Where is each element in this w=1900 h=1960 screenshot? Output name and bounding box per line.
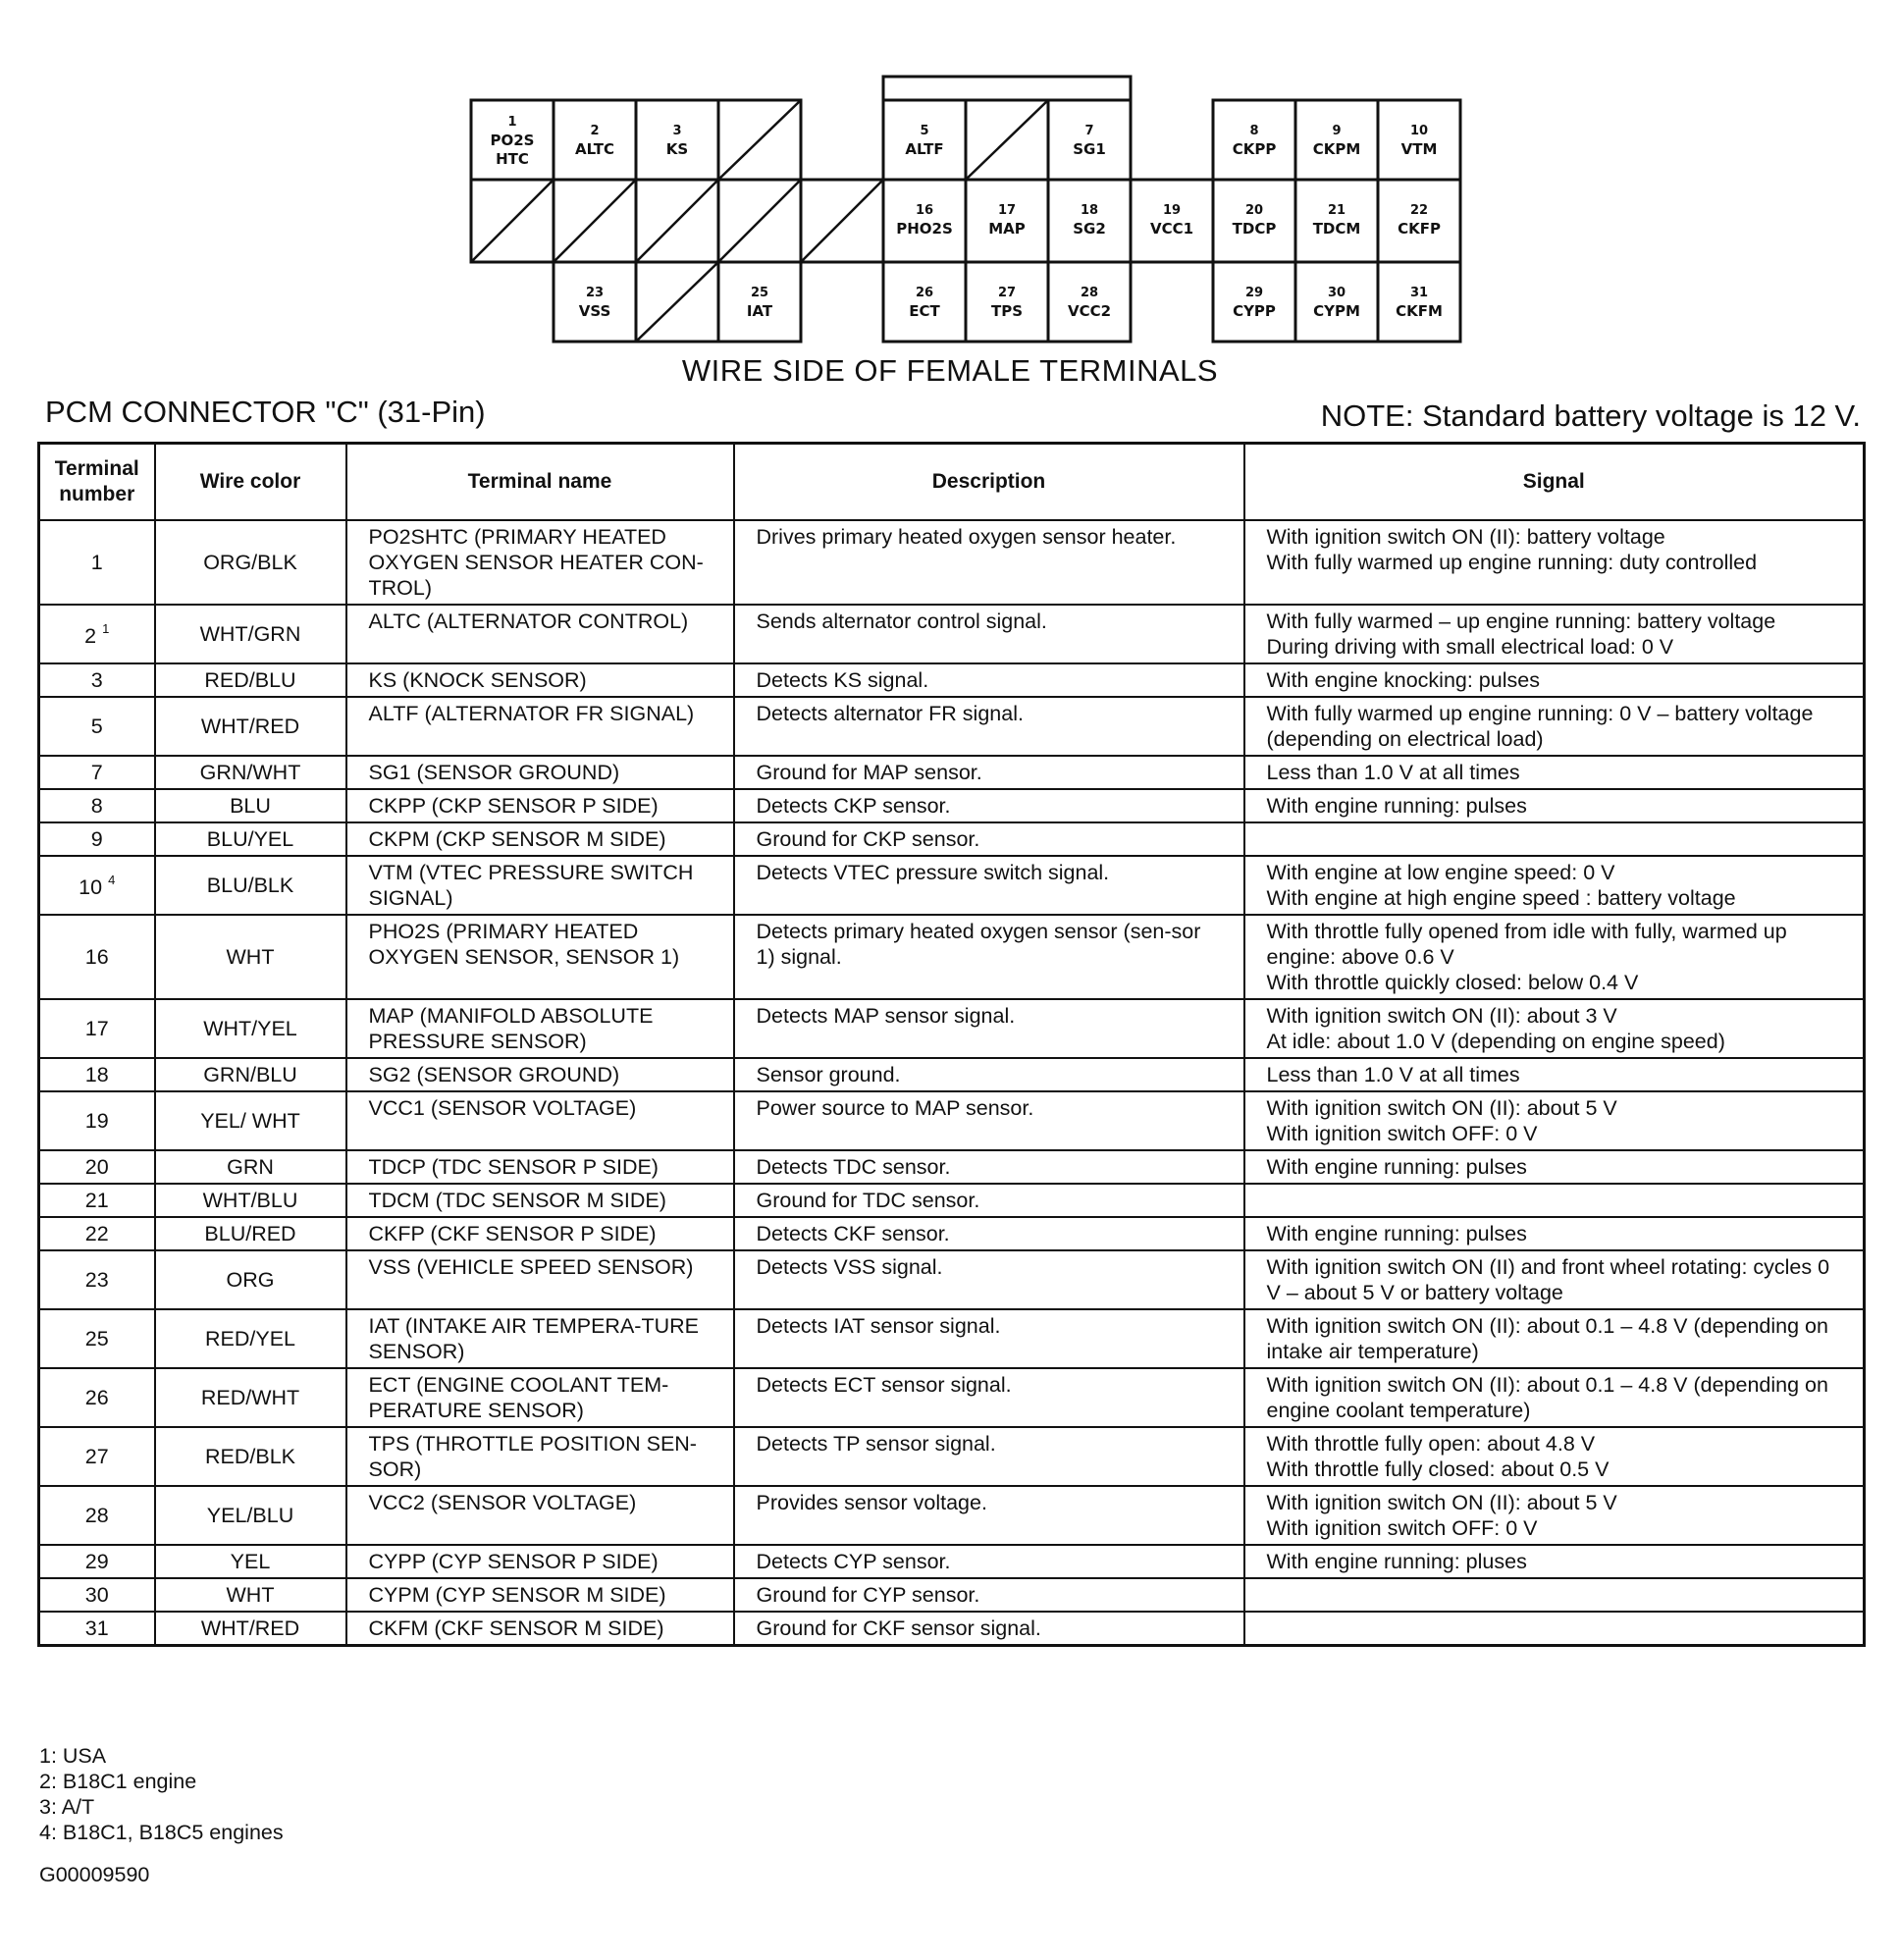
wire-color-cell: ORG/BLK [155,520,346,605]
description-cell: Detects MAP sensor signal. [734,999,1244,1058]
table-row [39,999,1865,1058]
table-header-row [39,444,1865,521]
terminal-number-cell: 29 [39,1545,155,1578]
terminal-name-cell: VCC1 (SENSOR VOLTAGE) [346,1091,734,1150]
description-cell: Ground for CKP sensor. [734,822,1244,856]
terminal-name-cell: IAT (INTAKE AIR TEMPERA-TURE SENSOR) [346,1309,734,1368]
table-row [39,1427,1865,1486]
terminal-name-cell: VSS (VEHICLE SPEED SENSOR) [346,1250,734,1309]
table-row [39,856,1865,915]
terminal-number-cell: 7 [39,756,155,789]
pin-25: 25 IAT [746,286,773,320]
connector-diagram [461,71,1482,345]
pin-3: 3 KS [665,124,689,158]
table-row [39,1217,1865,1250]
terminal-name-cell: ALTF (ALTERNATOR FR SIGNAL) [346,697,734,756]
description-cell: Sensor ground. [734,1058,1244,1091]
terminal-name-cell: CYPM (CYP SENSOR M SIDE) [346,1578,734,1612]
terminal-number-cell: 26 [39,1368,155,1427]
footnote: 1: USA [39,1744,107,1768]
wire-color-cell: BLU/RED [155,1217,346,1250]
wire-color-cell: BLU [155,789,346,822]
table-row [39,1545,1865,1578]
terminal-name-cell: TDCP (TDC SENSOR P SIDE) [346,1150,734,1184]
pin-20: 20 TDCP [1232,203,1277,238]
description-cell: Detects CYP sensor. [734,1545,1244,1578]
wire-color-cell: GRN/WHT [155,756,346,789]
wire-color-cell: BLU/YEL [155,822,346,856]
terminal-name-cell: MAP (MANIFOLD ABSOLUTE PRESSURE SENSOR) [346,999,734,1058]
description-cell: Sends alternator control signal. [734,605,1244,663]
signal-cell [1244,1578,1865,1612]
terminal-name-cell: CYPP (CYP SENSOR P SIDE) [346,1545,734,1578]
wire-color-cell: WHT/RED [155,697,346,756]
signal-cell: With ignition switch ON (II): about 5 V With ignition switch OFF: 0 V [1244,1486,1865,1545]
signal-cell: With engine running: pulses [1244,1217,1865,1250]
terminal-number-cell: 25 [39,1309,155,1368]
signal-cell: With ignition switch ON (II): about 3 V At idle: about 1.0 V (depending on engine speed) [1244,999,1865,1058]
pin-21: 21 TDCM [1312,203,1361,238]
table-row [39,822,1865,856]
terminal-name-cell: TDCM (TDC SENSOR M SIDE) [346,1184,734,1217]
wire-color-cell: RED/WHT [155,1368,346,1427]
wire-color-cell: BLU/BLK [155,856,346,915]
wire-color-cell: YEL [155,1545,346,1578]
wire-color-cell: RED/BLK [155,1427,346,1486]
terminal-name-cell: VCC2 (SENSOR VOLTAGE) [346,1486,734,1545]
table-row [39,605,1865,663]
terminal-number-cell: 10 $^4$ [39,856,155,915]
terminal-number-cell: 16 [39,915,155,999]
terminal-name-cell: ALTC (ALTERNATOR CONTROL) [346,605,734,663]
description-cell: Detects CKP sensor. [734,789,1244,822]
description-cell: Detects ECT sensor signal. [734,1368,1244,1427]
description-cell: Detects TP sensor signal. [734,1427,1244,1486]
description-cell: Detects VTEC pressure switch signal. [734,856,1244,915]
pin-27: 27 TPS [990,286,1024,320]
terminal-number-cell: 5 [39,697,155,756]
table-row [39,1486,1865,1545]
signal-cell: With engine at low engine speed: 0 V With engine at high engine speed : battery voltage [1244,856,1865,915]
pin-18: 18 SG2 [1073,203,1106,238]
signal-cell: With engine running: pulses [1244,1150,1865,1184]
wire-color-cell: ORG [155,1250,346,1309]
terminal-number-cell: 22 [39,1217,155,1250]
wire-color-cell: GRN/BLU [155,1058,346,1091]
terminal-number-cell: 23 [39,1250,155,1309]
pin-17: 17 MAP [988,203,1026,238]
signal-cell: With engine running: pulses [1244,789,1865,822]
wire-color-cell: RED/BLU [155,663,346,697]
signal-cell: With ignition switch ON (II): about 5 V With ignition switch OFF: 0 V [1244,1091,1865,1150]
table-row [39,1578,1865,1612]
terminal-number-cell: 3 [39,663,155,697]
footnote: 2: B18C1 engine [39,1770,197,1793]
wire-color-cell: YEL/ WHT [155,1091,346,1150]
pin-8: 8 CKPP [1232,124,1277,158]
voltage-note: NOTE: Standard battery voltage is 12 V. [1320,398,1861,433]
terminal-table [37,442,1866,1647]
table-row [39,520,1865,605]
table-row [39,1184,1865,1217]
wire-color-cell: WHT/YEL [155,999,346,1058]
signal-cell [1244,822,1865,856]
description-cell: Detects IAT sensor signal. [734,1309,1244,1368]
terminal-number-cell: 8 [39,789,155,822]
table-row [39,1612,1865,1646]
terminal-number-cell: 9 [39,822,155,856]
header-wire-color: Wire color [155,444,346,521]
terminal-number-cell: 2 $^1$ [39,605,155,663]
signal-cell: With throttle fully opened from idle with fully, warmed up engine: above 0.6 V With throttle quickly closed: below 0.4 V [1244,915,1865,999]
figure-id: G00009590 [39,1863,150,1886]
signal-cell [1244,1184,1865,1217]
pin-9: 9 CKPM [1312,124,1361,158]
description-cell: Detects KS signal. [734,663,1244,697]
terminal-name-cell: SG2 (SENSOR GROUND) [346,1058,734,1091]
pin-19: 19 VCC1 [1149,203,1194,238]
signal-cell: With ignition switch ON (II): about 0.1 – 4.8 V (depending on intake air temperature) [1244,1309,1865,1368]
description-cell: Ground for TDC sensor. [734,1184,1244,1217]
signal-cell: With ignition switch ON (II): about 0.1 – 4.8 V (depending on engine coolant temperature) [1244,1368,1865,1427]
terminal-name-cell: CKFM (CKF SENSOR M SIDE) [346,1612,734,1646]
page-title: PCM CONNECTOR "C" (31-Pin) [45,395,486,429]
table-row [39,1368,1865,1427]
description-cell: Detects TDC sensor. [734,1150,1244,1184]
signal-cell: With fully warmed up engine running: 0 V – battery voltage (depending on electrical load) [1244,697,1865,756]
terminal-name-cell: CKPM (CKP SENSOR M SIDE) [346,822,734,856]
pin-30: 30 CYPM [1313,286,1360,320]
pin-10: 10 VTM [1400,124,1438,158]
pin-2: 2 ALTC [575,124,614,158]
description-cell: Drives primary heated oxygen sensor heater. [734,520,1244,605]
terminal-name-cell: ECT (ENGINE COOLANT TEM-PERATURE SENSOR) [346,1368,734,1427]
table-row [39,1058,1865,1091]
description-cell: Ground for CKF sensor signal. [734,1612,1244,1646]
description-cell: Power source to MAP sensor. [734,1091,1244,1150]
pin-1: 1 PO2S HTC [490,114,535,168]
pin-29: 29 CYPP [1233,286,1276,320]
pin-23: 23 VSS [578,286,611,320]
header-description: Description [734,444,1244,521]
terminal-name-cell: PHO2S (PRIMARY HEATED OXYGEN SENSOR, SENSOR 1) [346,915,734,999]
signal-cell: With ignition switch ON (II) and front wheel rotating: cycles 0 V – about 5 V or battery voltage [1244,1250,1865,1309]
table-row [39,663,1865,697]
pin-31: 31 CKFM [1396,286,1443,320]
terminal-number-cell: 18 [39,1058,155,1091]
table-row [39,1250,1865,1309]
terminal-number-cell: 27 [39,1427,155,1486]
terminal-name-cell: CKFP (CKF SENSOR P SIDE) [346,1217,734,1250]
terminal-number-cell: 21 [39,1184,155,1217]
signal-cell [1244,1612,1865,1646]
table-row [39,1150,1865,1184]
terminal-number-cell: 20 [39,1150,155,1184]
signal-cell: Less than 1.0 V at all times [1244,756,1865,789]
description-cell: Ground for CYP sensor. [734,1578,1244,1612]
table-row [39,1091,1865,1150]
description-cell: Detects alternator FR signal. [734,697,1244,756]
wire-color-cell: WHT [155,1578,346,1612]
header-terminal-name: Terminal name [346,444,734,521]
wire-color-cell: RED/YEL [155,1309,346,1368]
signal-cell: With throttle fully open: about 4.8 V With throttle fully closed: about 0.5 V [1244,1427,1865,1486]
pin-28: 28 VCC2 [1067,286,1112,320]
terminal-name-cell: TPS (THROTTLE POSITION SEN-SOR) [346,1427,734,1486]
terminal-number-cell: 1 [39,520,155,605]
pin-16: 16 PHO2S [896,203,953,238]
signal-cell: Less than 1.0 V at all times [1244,1058,1865,1091]
pin-5: 5 ALTF [905,124,944,158]
wire-color-cell: WHT/RED [155,1612,346,1646]
terminal-name-cell: KS (KNOCK SENSOR) [346,663,734,697]
table-body [39,520,1865,1646]
terminal-number-cell: 19 [39,1091,155,1150]
table-row [39,697,1865,756]
wire-color-cell: WHT/BLU [155,1184,346,1217]
footnote-ref: 4 [108,873,116,888]
header-signal: Signal [1244,444,1865,521]
pin-7: 7 SG1 [1073,124,1106,158]
description-cell: Detects VSS signal. [734,1250,1244,1309]
connector-caption: WIRE SIDE OF FEMALE TERMINALS [681,353,1219,388]
wire-color-cell: YEL/BLU [155,1486,346,1545]
header-terminal-number: Terminal number [39,444,155,521]
wire-color-cell: GRN [155,1150,346,1184]
table-row [39,915,1865,999]
terminal-name-cell: CKPP (CKP SENSOR P SIDE) [346,789,734,822]
footnote-ref: 1 [102,621,110,637]
terminal-name-cell: VTM (VTEC PRESSURE SWITCH SIGNAL) [346,856,734,915]
table-row [39,1309,1865,1368]
terminal-name-cell: SG1 (SENSOR GROUND) [346,756,734,789]
terminal-number-cell: 30 [39,1578,155,1612]
table-row [39,756,1865,789]
footnote: 4: B18C1, B18C5 engines [39,1821,284,1844]
signal-cell: With engine running: pluses [1244,1545,1865,1578]
description-cell: Detects primary heated oxygen sensor (sen-sor 1) signal. [734,915,1244,999]
footnotes [39,1743,284,1845]
terminal-number-cell: 31 [39,1612,155,1646]
pin-22: 22 CKFP [1398,203,1441,238]
description-cell: Provides sensor voltage. [734,1486,1244,1545]
signal-cell: With engine knocking: pulses [1244,663,1865,697]
description-cell: Detects CKF sensor. [734,1217,1244,1250]
table-row [39,789,1865,822]
terminal-number-cell: 28 [39,1486,155,1545]
wire-color-cell: WHT [155,915,346,999]
terminal-number-cell: 17 [39,999,155,1058]
signal-cell: With ignition switch ON (II): battery voltage With fully warmed up engine running: duty controlled [1244,520,1865,605]
terminal-name-cell: PO2SHTC (PRIMARY HEATED OXYGEN SENSOR HEATER CON-TROL) [346,520,734,605]
signal-cell: With fully warmed – up engine running: battery voltage During driving with small electrical load: 0 V [1244,605,1865,663]
description-cell: Ground for MAP sensor. [734,756,1244,789]
pin-26: 26 ECT [909,286,940,320]
footnote: 3: A/T [39,1795,95,1819]
wire-color-cell: WHT/GRN [155,605,346,663]
